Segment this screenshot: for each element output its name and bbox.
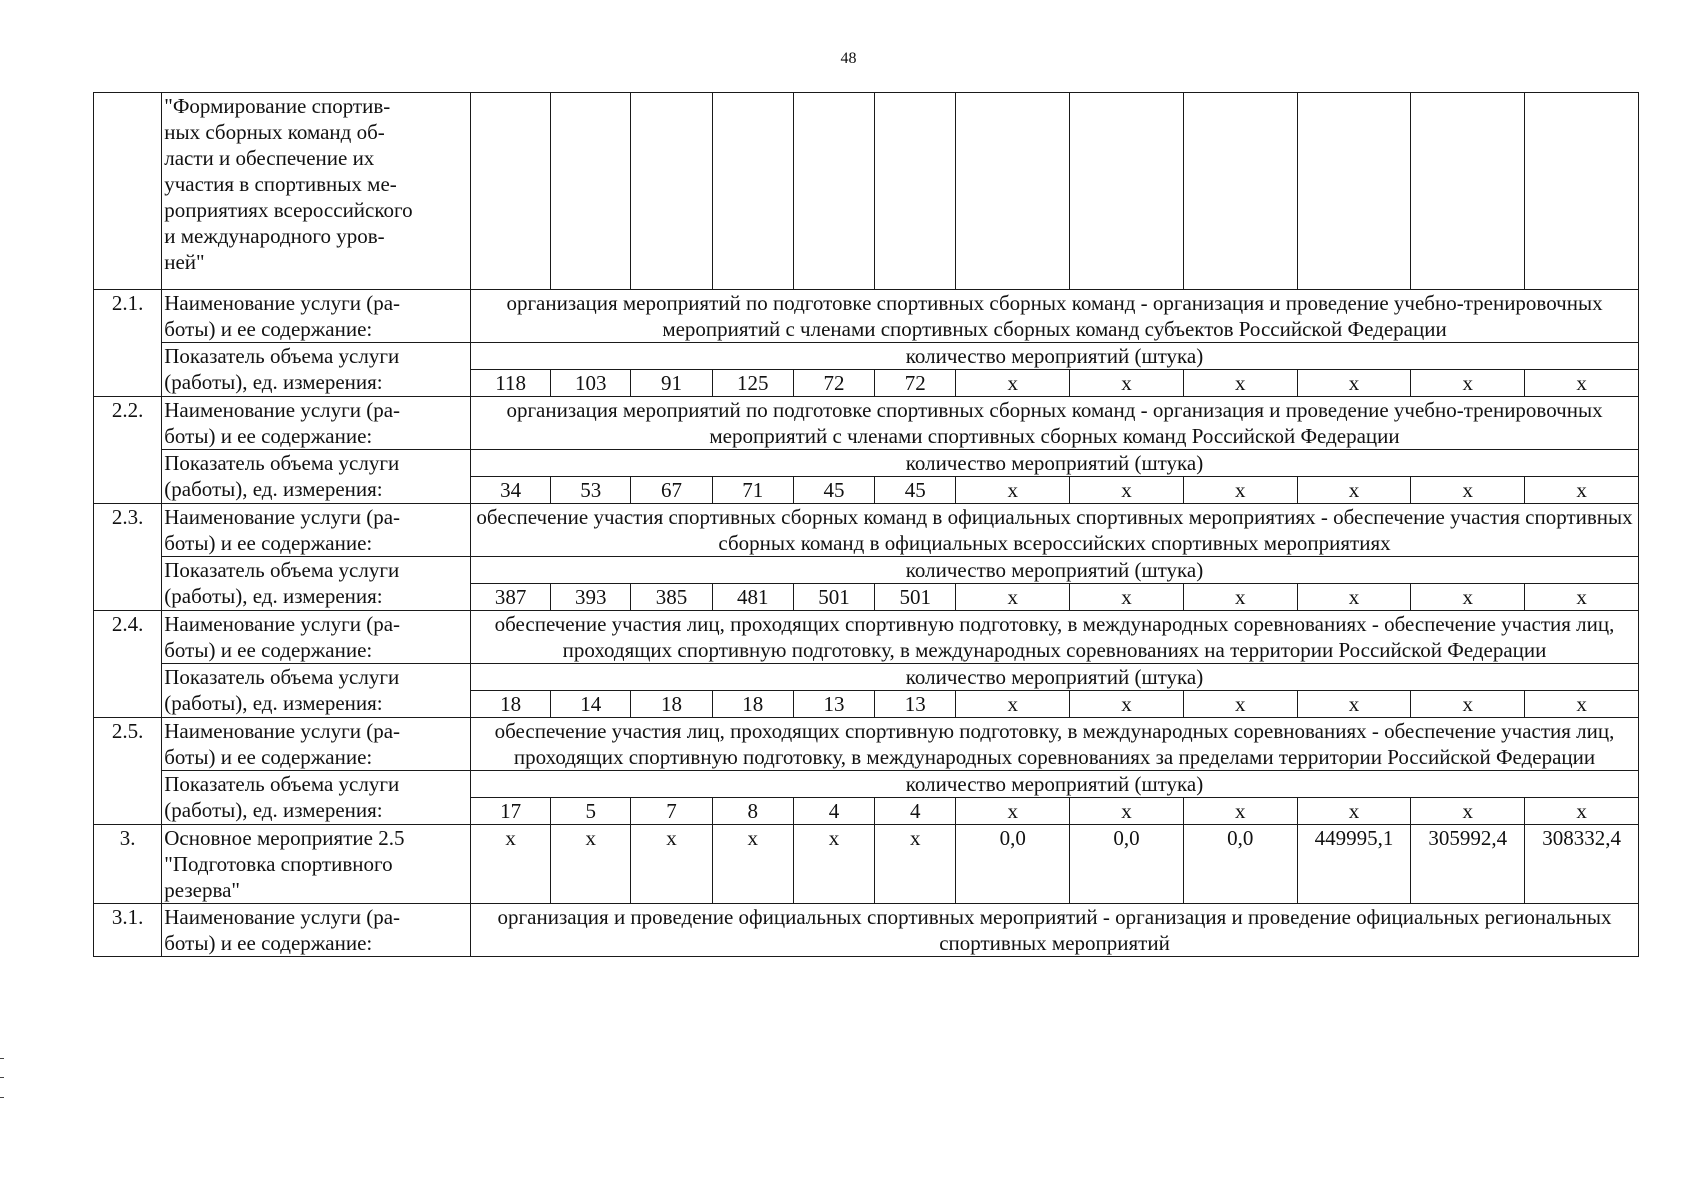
empty-cell <box>793 93 874 290</box>
value-cell: 13 <box>875 691 956 718</box>
section-number: 3. <box>94 825 162 904</box>
value-cell: 13 <box>793 691 874 718</box>
value-cell: 501 <box>793 584 874 611</box>
service-description: организация мероприятий по подготовке спортивных сборных команд - организация и проведение учебно-тренировочных мероприятий с членами спортивных сборных команд субъектов Российской Федерации <box>471 290 1639 343</box>
value-cell: 91 <box>631 370 712 397</box>
value-cell: x <box>1411 477 1525 504</box>
service-description: организация мероприятий по подготовке спортивных сборных команд - организация и проведение учебно-тренировочных мероприятий с членами спортивных сборных команд Российской Федерации <box>471 397 1639 450</box>
service-name-label: Наименование услуги (ра- боты) и ее содержание: <box>162 718 471 771</box>
value-cell: 125 <box>712 370 793 397</box>
value-cell: x <box>1070 584 1184 611</box>
table-row <box>94 904 1639 957</box>
section-number: 2.3. <box>94 504 162 611</box>
value-cell: 8 <box>712 798 793 825</box>
value-cell: x <box>1525 584 1639 611</box>
value-cell: x <box>1297 477 1411 504</box>
empty-cell <box>1411 93 1525 290</box>
value-cell: 308332,4 <box>1525 825 1639 904</box>
empty-cell <box>875 93 956 290</box>
value-cell: x <box>1525 691 1639 718</box>
value-cell: 14 <box>551 691 631 718</box>
unit-cell: количество мероприятий (штука) <box>471 664 1639 691</box>
section-number: 3.1. <box>94 904 162 957</box>
value-cell: 71 <box>712 477 793 504</box>
unit-cell: количество мероприятий (штука) <box>471 771 1639 798</box>
table-row <box>94 825 1639 904</box>
indicator-label: Показатель объема услуги (работы), ед. измерения: <box>162 343 471 397</box>
value-cell: x <box>551 825 631 904</box>
table-row <box>94 450 1639 477</box>
unit-cell: количество мероприятий (штука) <box>471 343 1639 370</box>
value-cell: 72 <box>875 370 956 397</box>
value-cell: 387 <box>471 584 551 611</box>
unit-cell: количество мероприятий (штука) <box>471 450 1639 477</box>
service-description: обеспечение участия лиц, проходящих спортивную подготовку, в международных соревнованиях - обеспечение участия лиц, проходящих спортивную подготовку, в международных соревнованиях за пределами территории Российской Федерации <box>471 718 1639 771</box>
table-row <box>94 557 1639 584</box>
section-number: 2.5. <box>94 718 162 825</box>
value-cell: x <box>631 825 712 904</box>
table-row <box>94 504 1639 557</box>
program-title-cell: "Формирование спортив- ных сборных команд об- ласти и обеспечение их участия в спортивных ме- роприятиях всероссийского и международного уров- ней" <box>162 93 471 290</box>
value-cell: 4 <box>793 798 874 825</box>
value-cell: x <box>1297 691 1411 718</box>
empty-cell <box>1297 93 1411 290</box>
value-cell: x <box>1411 370 1525 397</box>
value-cell: x <box>1183 691 1297 718</box>
value-cell: x <box>1183 584 1297 611</box>
empty-cell <box>471 93 551 290</box>
value-cell: 449995,1 <box>1297 825 1411 904</box>
indicator-label: Показатель объема услуги (работы), ед. измерения: <box>162 664 471 718</box>
value-cell: 103 <box>551 370 631 397</box>
empty-cell <box>956 93 1070 290</box>
value-cell: x <box>956 798 1070 825</box>
service-description: организация и проведение официальных спортивных мероприятий - организация и проведение официальных региональных спортивных мероприятий <box>471 904 1639 957</box>
value-cell: x <box>956 370 1070 397</box>
value-cell: x <box>1183 477 1297 504</box>
value-cell: 393 <box>551 584 631 611</box>
value-cell: x <box>1183 798 1297 825</box>
empty-cell <box>1183 93 1297 290</box>
main-event-title: Основное мероприятие 2.5 "Подготовка спортивного резерва" <box>162 825 471 904</box>
value-cell: 7 <box>631 798 712 825</box>
value-cell: 18 <box>712 691 793 718</box>
unit-cell: количество мероприятий (штука) <box>471 557 1639 584</box>
table-row <box>94 611 1639 664</box>
value-cell: 67 <box>631 477 712 504</box>
table-row <box>94 93 1639 290</box>
service-name-label: Наименование услуги (ра- боты) и ее содержание: <box>162 397 471 450</box>
value-cell: 0,0 <box>1183 825 1297 904</box>
table-row <box>94 290 1639 343</box>
value-cell: 34 <box>471 477 551 504</box>
empty-cell <box>551 93 631 290</box>
value-cell: x <box>1525 477 1639 504</box>
value-cell: x <box>956 584 1070 611</box>
indicator-label: Показатель объема услуги (работы), ед. измерения: <box>162 450 471 504</box>
value-cell: 72 <box>793 370 874 397</box>
section-number: 2.4. <box>94 611 162 718</box>
value-cell: x <box>956 691 1070 718</box>
indicator-label: Показатель объема услуги (работы), ед. измерения: <box>162 557 471 611</box>
value-cell: 0,0 <box>1070 825 1184 904</box>
value-cell: 481 <box>712 584 793 611</box>
table-row <box>94 397 1639 450</box>
empty-cell <box>712 93 793 290</box>
value-cell: x <box>1070 370 1184 397</box>
row-number-cell <box>94 93 162 290</box>
value-cell: x <box>1525 798 1639 825</box>
table-row <box>94 771 1639 798</box>
empty-cell <box>1525 93 1639 290</box>
value-cell: x <box>1297 370 1411 397</box>
value-cell: x <box>875 825 956 904</box>
empty-cell <box>1070 93 1184 290</box>
value-cell: 5 <box>551 798 631 825</box>
value-cell: x <box>793 825 874 904</box>
service-description: обеспечение участия спортивных сборных команд в официальных спортивных мероприятиях - обеспечение участия спортивных сборных команд в официальных всероссийских спортивных мероприятиях <box>471 504 1639 557</box>
value-cell: x <box>1411 584 1525 611</box>
value-cell: 18 <box>631 691 712 718</box>
value-cell: x <box>1297 798 1411 825</box>
value-cell: x <box>1070 477 1184 504</box>
value-cell: x <box>956 477 1070 504</box>
table-row <box>94 718 1639 771</box>
table-row <box>94 343 1639 370</box>
value-cell: 305992,4 <box>1411 825 1525 904</box>
value-cell: 4 <box>875 798 956 825</box>
value-cell: 18 <box>471 691 551 718</box>
service-name-label: Наименование услуги (ра- боты) и ее содержание: <box>162 611 471 664</box>
value-cell: 45 <box>875 477 956 504</box>
page-number: 48 <box>840 50 857 67</box>
scan-edge-mark <box>0 1058 4 1098</box>
section-number: 2.1. <box>94 290 162 397</box>
value-cell: x <box>1411 691 1525 718</box>
section-number: 2.2. <box>94 397 162 504</box>
value-cell: x <box>471 825 551 904</box>
value-cell: x <box>1070 798 1184 825</box>
value-cell: x <box>1183 370 1297 397</box>
value-cell: x <box>1525 370 1639 397</box>
value-cell: x <box>1411 798 1525 825</box>
value-cell: x <box>1297 584 1411 611</box>
value-cell: 501 <box>875 584 956 611</box>
service-name-label: Наименование услуги (ра- боты) и ее содержание: <box>162 504 471 557</box>
value-cell: 118 <box>471 370 551 397</box>
value-cell: 53 <box>551 477 631 504</box>
service-name-label: Наименование услуги (ра- боты) и ее содержание: <box>162 904 471 957</box>
services-table <box>93 92 1639 957</box>
value-cell: 385 <box>631 584 712 611</box>
indicator-label: Показатель объема услуги (работы), ед. измерения: <box>162 771 471 825</box>
value-cell: 17 <box>471 798 551 825</box>
service-name-label: Наименование услуги (ра- боты) и ее содержание: <box>162 290 471 343</box>
value-cell: 0,0 <box>956 825 1070 904</box>
value-cell: x <box>712 825 793 904</box>
table-row <box>94 664 1639 691</box>
value-cell: x <box>1070 691 1184 718</box>
service-description: обеспечение участия лиц, проходящих спортивную подготовку, в международных соревнованиях - обеспечение участия лиц, проходящих спортивную подготовку, в международных соревнованиях на территории Российской Федерации <box>471 611 1639 664</box>
value-cell: 45 <box>793 477 874 504</box>
empty-cell <box>631 93 712 290</box>
